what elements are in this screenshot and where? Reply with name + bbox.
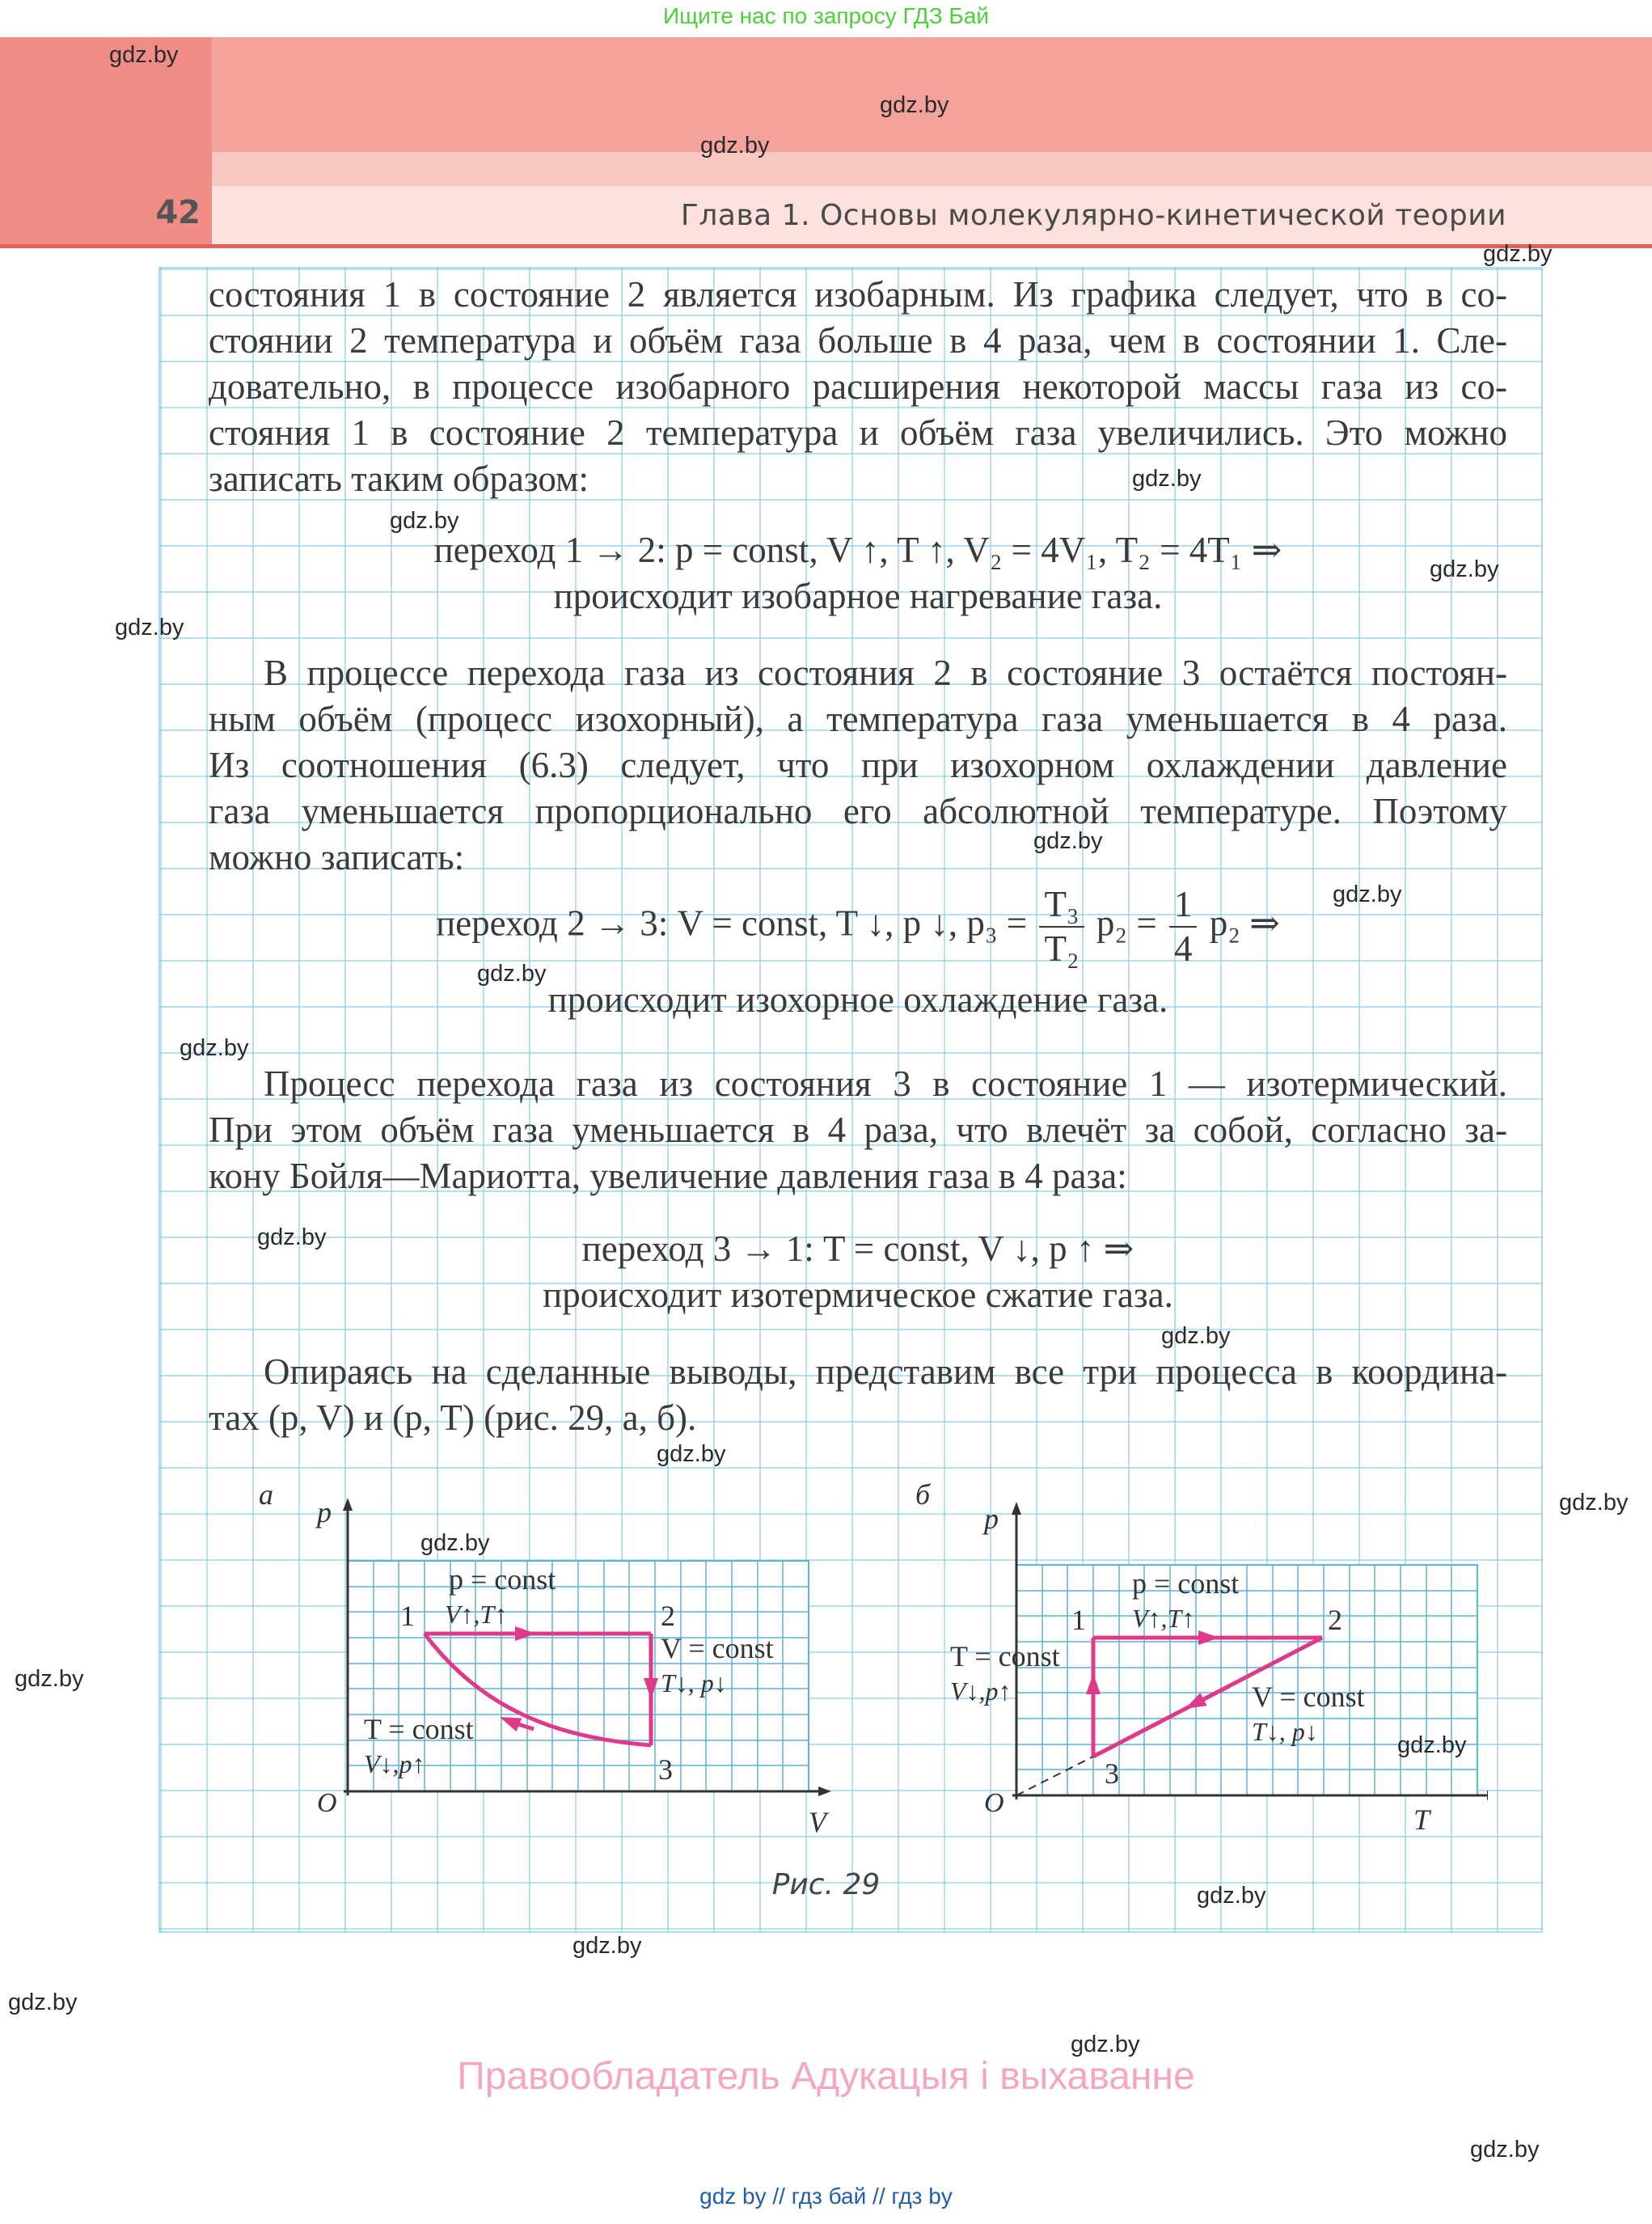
label-p-const: p = const: [449, 1563, 556, 1596]
equation-line: переход 3 → 1: T = const, V ↓, p ↑ ⇒: [581, 1228, 1134, 1269]
point-3-label: 3: [658, 1753, 673, 1786]
text-line: тах (p, V) и (p, T) (рис. 29, а, б).: [209, 1397, 697, 1438]
origin-label: O: [984, 1788, 1004, 1818]
page-number: 42: [155, 194, 201, 231]
text-line: записать таким образом:: [209, 459, 589, 499]
point-1-label: 1: [400, 1600, 415, 1632]
panel-label-a: а: [259, 1478, 273, 1511]
x-axis-label: T: [1413, 1803, 1430, 1836]
y-axis-label: p: [984, 1503, 999, 1535]
paragraph-1: [209, 272, 1507, 502]
point-2-label: 2: [1328, 1604, 1342, 1636]
fraction-numerator: T₃: [1039, 886, 1084, 928]
fraction-denominator: 4: [1173, 928, 1193, 969]
text-line: стояния 1 в состояние 2 температура и объём газа увеличились. Это можно: [209, 412, 1507, 453]
equation-line: происходит изобарное нагревание газа.: [553, 576, 1163, 616]
eq2-suffix: p₂ ⇒: [1209, 903, 1280, 944]
text-line: можно записать:: [209, 837, 465, 877]
label-v-const: V = const: [661, 1632, 774, 1664]
x-axis-label: V: [809, 1806, 826, 1838]
origin-label: O: [317, 1788, 337, 1818]
equation-1: [209, 527, 1507, 619]
equation-2: [209, 886, 1507, 1023]
watermark: gdz.by: [8, 1989, 78, 2015]
label-t-const: T = const: [950, 1640, 1060, 1672]
text-line: довательно, в процессе изобарного расширения некоторой массы газа из со-: [209, 366, 1507, 407]
text-line: стоянии 2 температура и объём газа больше в 4 раза, чем в состоянии 1. Сле-: [209, 320, 1507, 361]
text-line: В процессе перехода газа из состояния 2 в состояние 3 остаётся постоян-: [264, 653, 1507, 693]
watermark: gdz.by: [390, 508, 459, 534]
copyright-holder: Правообладатель Адукацыя і выхаванне: [457, 2055, 1195, 2098]
watermark: gdz.by: [1483, 241, 1553, 267]
fraction-one-quarter: [1169, 886, 1198, 967]
text-line: Процесс перехода газа из состояния 3 в состояние 1 — изотермический.: [264, 1063, 1507, 1104]
point-1-label: 1: [1071, 1604, 1086, 1636]
label-v-const-change: T↓, p↓: [1252, 1717, 1318, 1746]
text-line: Опираясь на сделанные выводы, представим все три процесса в координа-: [264, 1351, 1507, 1392]
header-stripe: [212, 152, 1652, 186]
point-2-label: 2: [661, 1600, 675, 1632]
watermark: gdz.by: [1132, 466, 1202, 492]
watermark: gdz.by: [1197, 1883, 1266, 1909]
watermark: gdz.by: [657, 1441, 726, 1467]
footer-links[interactable]: gdz by // гдз бай // гдз by: [699, 2184, 953, 2209]
label-t-const: T = const: [364, 1713, 474, 1745]
figure-b-pt-diagram: [906, 1472, 1488, 1844]
text-line: газа уменьшается пропорционально его абсолютной температуре. Поэтому: [209, 791, 1507, 831]
watermark: gdz.by: [109, 42, 179, 68]
fraction-denominator: T₂: [1044, 928, 1080, 969]
watermark: gdz.by: [1397, 1732, 1467, 1758]
equation-3: [209, 1226, 1507, 1318]
watermark: gdz.by: [1470, 2137, 1540, 2163]
point-3-label: 3: [1105, 1757, 1119, 1790]
fraction-t3-t2: [1039, 886, 1084, 967]
header-divider: [0, 244, 1652, 248]
label-p-const-change: V↑,T↑: [445, 1600, 508, 1629]
text-line: ным объём (процесс изохорный), а температура газа уменьшается в 4 раза.: [209, 699, 1507, 739]
watermark: gdz.by: [1071, 2032, 1140, 2057]
label-t-const-change: V↓,p↑: [950, 1676, 1012, 1706]
y-axis-label: p: [317, 1496, 332, 1528]
label-p-const: p = const: [1132, 1567, 1240, 1600]
text-line: При этом объём газа уменьшается в 4 раза, что влечёт за собой, согласно за-: [209, 1110, 1507, 1150]
eq2-mid: p₂ =: [1096, 903, 1157, 944]
header-band: [0, 37, 1652, 152]
label-v-const: V = const: [1252, 1681, 1365, 1713]
watermark: gdz.by: [180, 1035, 249, 1061]
watermark: gdz.by: [1559, 1490, 1629, 1516]
fraction-numerator: 1: [1169, 886, 1198, 928]
paragraph-2: [209, 650, 1507, 881]
top-note[interactable]: Ищите нас по запросу ГДЗ Бай: [662, 3, 990, 28]
label-v-const-change: T↓, p↓: [661, 1668, 727, 1698]
watermark: gdz.by: [880, 92, 949, 118]
watermark: gdz.by: [572, 1933, 642, 1959]
watermark: gdz.by: [1333, 882, 1402, 907]
panel-label-b: б: [915, 1478, 931, 1511]
equation-line: происходит изохорное охлаждение газа.: [547, 979, 1168, 1020]
paragraph-4: [209, 1349, 1507, 1441]
eq2-prefix: переход 2 → 3: V = const, T ↓, p ↓, p₃ =: [436, 903, 1028, 944]
watermark: gdz.by: [700, 133, 770, 159]
watermark: gdz.by: [1033, 828, 1103, 854]
watermark: gdz.by: [257, 1224, 327, 1250]
figure-a-pv-diagram: [259, 1472, 841, 1844]
text-line: состояния 1 в состояние 2 является изобарным. Из графика следует, что в со-: [209, 274, 1507, 315]
label-t-const-change: V↓,p↑: [364, 1749, 425, 1778]
watermark: gdz.by: [477, 961, 547, 987]
text-line: Из соотношения (6.3) следует, что при изохорном охлаждении давление: [209, 745, 1507, 785]
figure-caption: Рис. 29: [771, 1868, 881, 1901]
label-p-const-change: V↑,T↑: [1132, 1604, 1195, 1633]
plot-grid-b: [1016, 1565, 1477, 1795]
watermark: gdz.by: [1161, 1323, 1231, 1349]
watermark: gdz.by: [420, 1530, 490, 1556]
text-line: кону Бойля—Мариотта, увеличение давления газа в 4 раза:: [209, 1156, 1127, 1196]
paragraph-3: [209, 1061, 1507, 1199]
equation-line: происходит изотермическое сжатие газа.: [543, 1275, 1173, 1315]
chapter-title: Глава 1. Основы молекулярно-кинетической теории: [680, 199, 1506, 232]
equation-line: [209, 886, 1507, 967]
watermark: gdz.by: [1430, 556, 1499, 582]
equation-line: переход 1 → 2: p = const, V ↑, T ↑, V₂ = 4V₁, T₂ = 4T₁ ⇒: [433, 530, 1282, 570]
watermark: gdz.by: [15, 1666, 84, 1692]
watermark: gdz.by: [115, 615, 184, 641]
